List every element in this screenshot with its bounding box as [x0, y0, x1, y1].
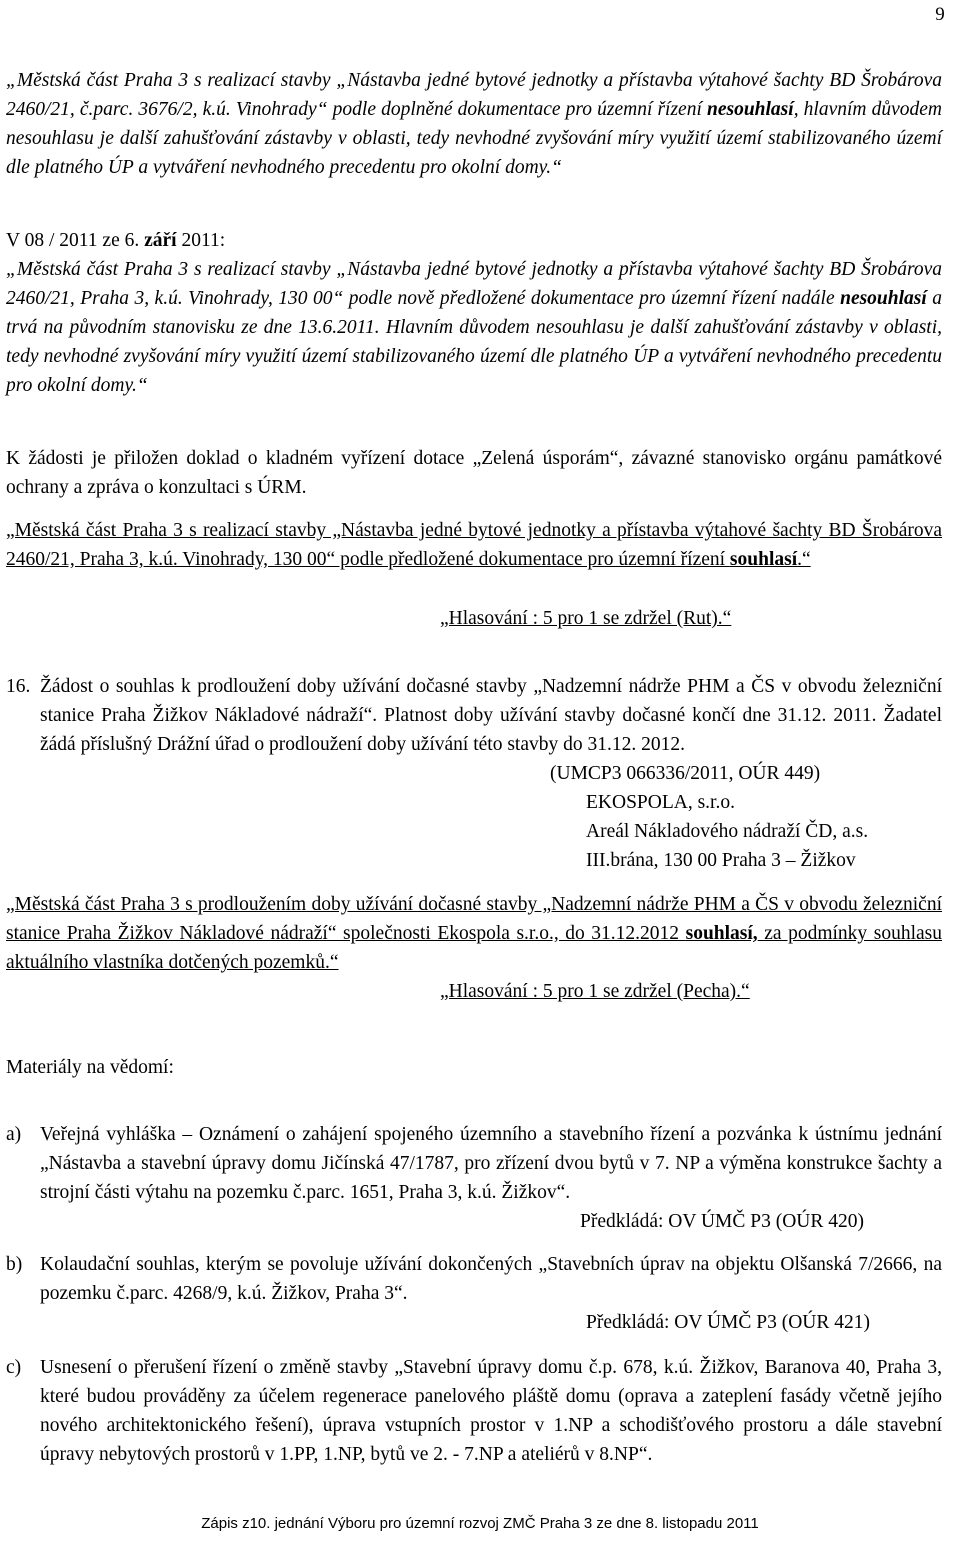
material-a-submitter: Předkládá: OV ÚMČ P3 (OÚR 420)	[580, 1211, 865, 1232]
material-c-text: Usnesení o přerušení řízení o změně stavby „Stavební úpravy domu č.p. 678, k.ú. Žižkov, Baranova 40, Praha 3, které budou prováděny za účelem regenerace panelového pláště domu (oprava a zateplení fasády včetně jejího nového architektonického řešení), úprava vstupních prostor v 1.NP a schodišťového prostoru a dále stavební úpravy nebytových prostorů v 1.PP, 1.NP, bytů ve 2. - 7.NP a ateliérů v 8.NP“.	[40, 1357, 942, 1465]
material-a-text	[40, 1120, 942, 1207]
opinion-paragraph-1	[6, 66, 942, 182]
material-b-label: b)	[6, 1254, 23, 1275]
item-16-number: 16.	[6, 676, 31, 697]
item-16-ref: (UMCP3 066336/2011, OÚR 449)	[550, 763, 821, 784]
material-a-label: a)	[6, 1124, 22, 1145]
opinion-1-text: „Městská část Praha 3 s realizací stavby „Nástavba jedné bytové jednotky a přístavba výtahové šachty BD Šrobárova 2460/21, č.parc. 3676/2, k.ú. Vinohrady“ podle doplněné dokumentace pro územní řízení	[6, 70, 942, 120]
page-number: 9	[935, 4, 945, 25]
resolution-2-rest: za podmínky souhlasu aktuálního vlastníka dotčených pozemků.“	[6, 923, 942, 973]
resolution-1	[6, 516, 942, 574]
item-16-address-2: Areál Nákladového nádraží ČD, a.s.	[586, 821, 869, 842]
material-b-submitter: Předkládá: OV ÚMČ P3 (OÚR 421)	[586, 1312, 871, 1333]
material-b-text: Kolaudační souhlas, kterým se povoluje užívání dokončených „Stavebních úprav na objektu Olšanská 7/2666, na pozemku č.parc. 4268/9, k.ú. Žižkov, Praha 3“.	[40, 1254, 942, 1304]
resolution-2	[6, 890, 942, 977]
attachment-note: K žádosti je přiložen doklad o kladném vyřízení dotace „Zelená úsporám“, závazné stanovisko orgánu památkové ochrany a zpráva o konzultaci s ÚRM.	[6, 448, 942, 498]
opinion-2-head-rest: 2011:	[176, 230, 226, 251]
resolution-2-text: „Městská část Praha 3 s prodloužením doby užívání dočasné stavby „Nadzemní nádrže PHM a ČS v obvodu železniční stanice Praha Žižkov Nákladové nádraží“ společnosti Ekospola s.r.o., do 31.12.2012	[6, 894, 942, 944]
opinion-2-text: „Městská část Praha 3 s realizací stavby „Nástavba jedné bytové jednotky a přístavba výtahové šachty BD Šrobárova 2460/21, Praha 3, k.ú. Vinohrady, 130 00“ podle nově předložené dokumentace pro územní řízení nadále	[6, 259, 942, 309]
opinion-2-bold: nesouhlasí	[840, 288, 927, 309]
vote-1: „Hlasování : 5 pro 1 se zdržel (Rut).“	[440, 608, 732, 629]
opinion-1-bold: nesouhlasí	[706, 99, 794, 120]
opinion-1-rest: , hlavním důvodem nesouhlasu je další zahušťování zástavby v oblasti, tedy nevhodné zvyšování míry využití území stabilizovaného území dle platného ÚP a vytváření nevhodného precedentu pro okolní domy.“	[6, 99, 942, 178]
opinion-2-rest: a trvá na původním stanovisku ze dne 13.6.2011. Hlavním důvodem nesouhlasu je další zahušťování zástavby v oblasti, tedy nevhodné zvyšování míry využití území stabilizovaného území dle platného ÚP a vytváření nevhodného precedentu pro okolní domy.“	[6, 288, 943, 396]
materials-heading: Materiály na vědomí:	[6, 1057, 174, 1078]
material-a-body: Veřejná vyhláška – Oznámení o zahájení spojeného územního a stavebního řízení a pozvánka k ústnímu jednání „Nástavba a stavební úpravy domu Jičínská 47/1787, pro zřízení dvou bytů v 7. NP a výměna konstrukce šachty a strojní části výtahu na pozemku č.parc. 1651, Praha 3, k.ú. Žižkov“.	[40, 1124, 942, 1203]
opinion-2-head-bold: září	[144, 230, 177, 251]
material-c-label: c)	[6, 1357, 22, 1378]
item-16-address-1: EKOSPOLA, s.r.o.	[586, 792, 735, 813]
resolution-1-text: „Městská část Praha 3 s realizací stavby „Nástavba jedné bytové jednotky a přístavba výtahové šachty BD Šrobárova 2460/21, Praha 3, k.ú. Vinohrady, 130 00“ podle předložené dokumentace pro územní řízení	[6, 520, 942, 570]
resolution-2-bold: souhlasí,	[685, 923, 758, 944]
resolution-1-end: .“	[797, 549, 811, 570]
page-footer: Zápis z10. jednání Výboru pro územní rozvoj ZMČ Praha 3 ze dne 8. listopadu 2011	[201, 1515, 759, 1532]
vote-2: „Hlasování : 5 pro 1 se zdržel (Pecha).“	[440, 981, 750, 1002]
opinion-2-head: V 08 / 2011 ze 6.	[6, 230, 145, 251]
item-16-text: Žádost o souhlas k prodloužení doby užívání dočasné stavby „Nadzemní nádrže PHM a ČS v obvodu železniční stanice Praha Žižkov Nákladové nádraží“. Platnost doby užívání stavby dočasné končí dne 31.12. 2011. Žadatel žádá příslušný Drážní úřad o prodloužení doby užívání této stavby do 31.12. 2012.	[40, 676, 942, 755]
resolution-1-bold: souhlasí	[729, 549, 798, 570]
item-16-address-3: III.brána, 130 00 Praha 3 – Žižkov	[586, 850, 856, 871]
opinion-paragraph-2	[6, 226, 942, 400]
